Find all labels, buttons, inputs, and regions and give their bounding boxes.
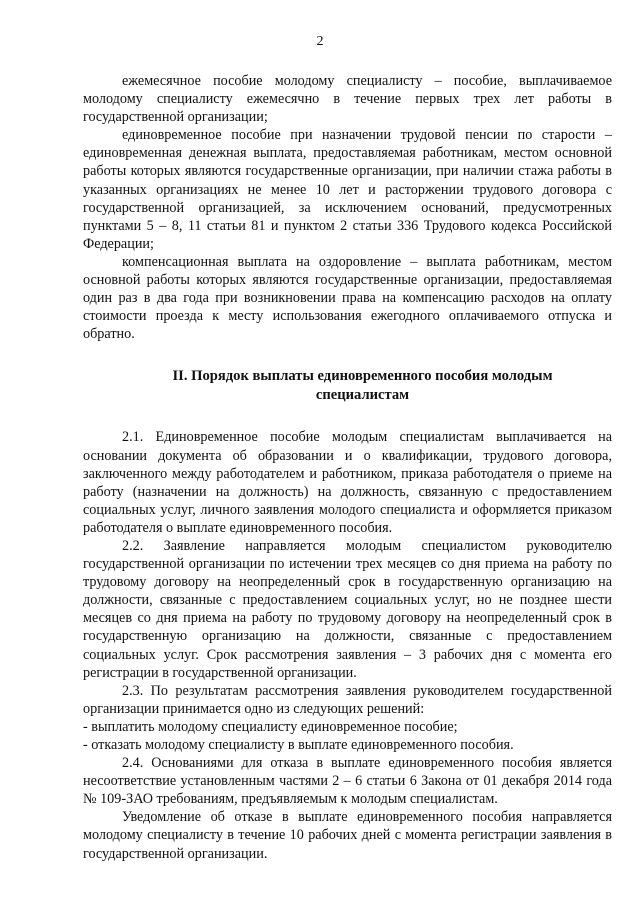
document-body	[83, 72, 612, 863]
clause-2-3: 2.3. По результатам рассмотрения заявления руководителем государственной организации принимается одно из следующих решений:	[83, 682, 612, 717]
refusal-notice-paragraph: Уведомление об отказе в выплате единовременного пособия направляется молодому специалисту в течение 10 рабочих дней с момента регистрации заявления в государственной организации.	[83, 809, 612, 862]
decision-option-refuse: - отказать молодому специалисту в выплате единовременного пособия.	[83, 737, 514, 753]
section-heading	[83, 367, 612, 404]
definition-lump-sum-pension: единовременное пособие при назначении трудовой пенсии по старости – единовременная денежная выплата, предоставляемая работникам, местом основной работы которых являются государственные организации, при наличии стажа работы в указанных организациях не менее 10 лет и расторжении трудового договора с государственной организацией, за исключением оснований, предусмотренных пунктами 5 – 8, 11 статьи 81 и пунктом 2 статьи 336 Трудового кодекса Российской Федерации;	[83, 127, 612, 252]
clause-2-4: 2.4. Основаниями для отказа в выплате единовременного пособия является несоответствие установленным частями 2 – 6 статьи 6 Закона от 01 декабря 2014 года № 109-ЗАО требованиям, предъявляемым к молодым специалистам.	[83, 755, 612, 808]
clause-2-2: 2.2. Заявление направляется молодым специалистом руководителю государственной организации по истечении трех месяцев со дня приема на работу по трудовому договору на неопределенный срок в государственную организацию на должности, связанные с предоставлением социальных услуг, но не позднее шести месяцев со дня приема на работу по трудовому договору на неопределенный срок в государственную организацию на должности, связанные с предоставлением социальных услуг. Срок рассмотрения заявления – 3 рабочих дня с момента его регистрации в государственной организации.	[83, 537, 612, 681]
section-heading-line-2: специалистам	[315, 386, 410, 403]
section-heading-line-1: II. Порядок выплаты единовременного пособия молодым	[172, 368, 553, 385]
definition-monthly-allowance: ежемесячное пособие молодому специалисту – пособие, выплачиваемое молодому специалисту ежемесячно в течение первых трех лет работы в государственной организации;	[83, 73, 612, 126]
clause-2-1: 2.1. Единовременное пособие молодым специалистам выплачивается на основании документа об образовании и о квалификации, трудового договора, заключенного между работодателем и работником, приказа работодателя о приеме на работу (назначении на должность) на должность, связанную с предоставлением социальных услуг, личного заявления молодого специалиста и оформляется приказом работодателя о выплате единовременного пособия.	[83, 429, 612, 536]
page-number: 2	[316, 34, 324, 49]
definition-health-compensation: компенсационная выплата на оздоровление – выплата работникам, местом основной работы которых являются государственные организации, предоставляемая один раз в два года при возникновении права на компенсацию расходов на оплату стоимости проезда к месту использования ежегодного оплачиваемого отпуска и обратно.	[83, 253, 612, 343]
decision-option-pay: - выплатить молодому специалисту единовременное пособие;	[83, 718, 458, 735]
